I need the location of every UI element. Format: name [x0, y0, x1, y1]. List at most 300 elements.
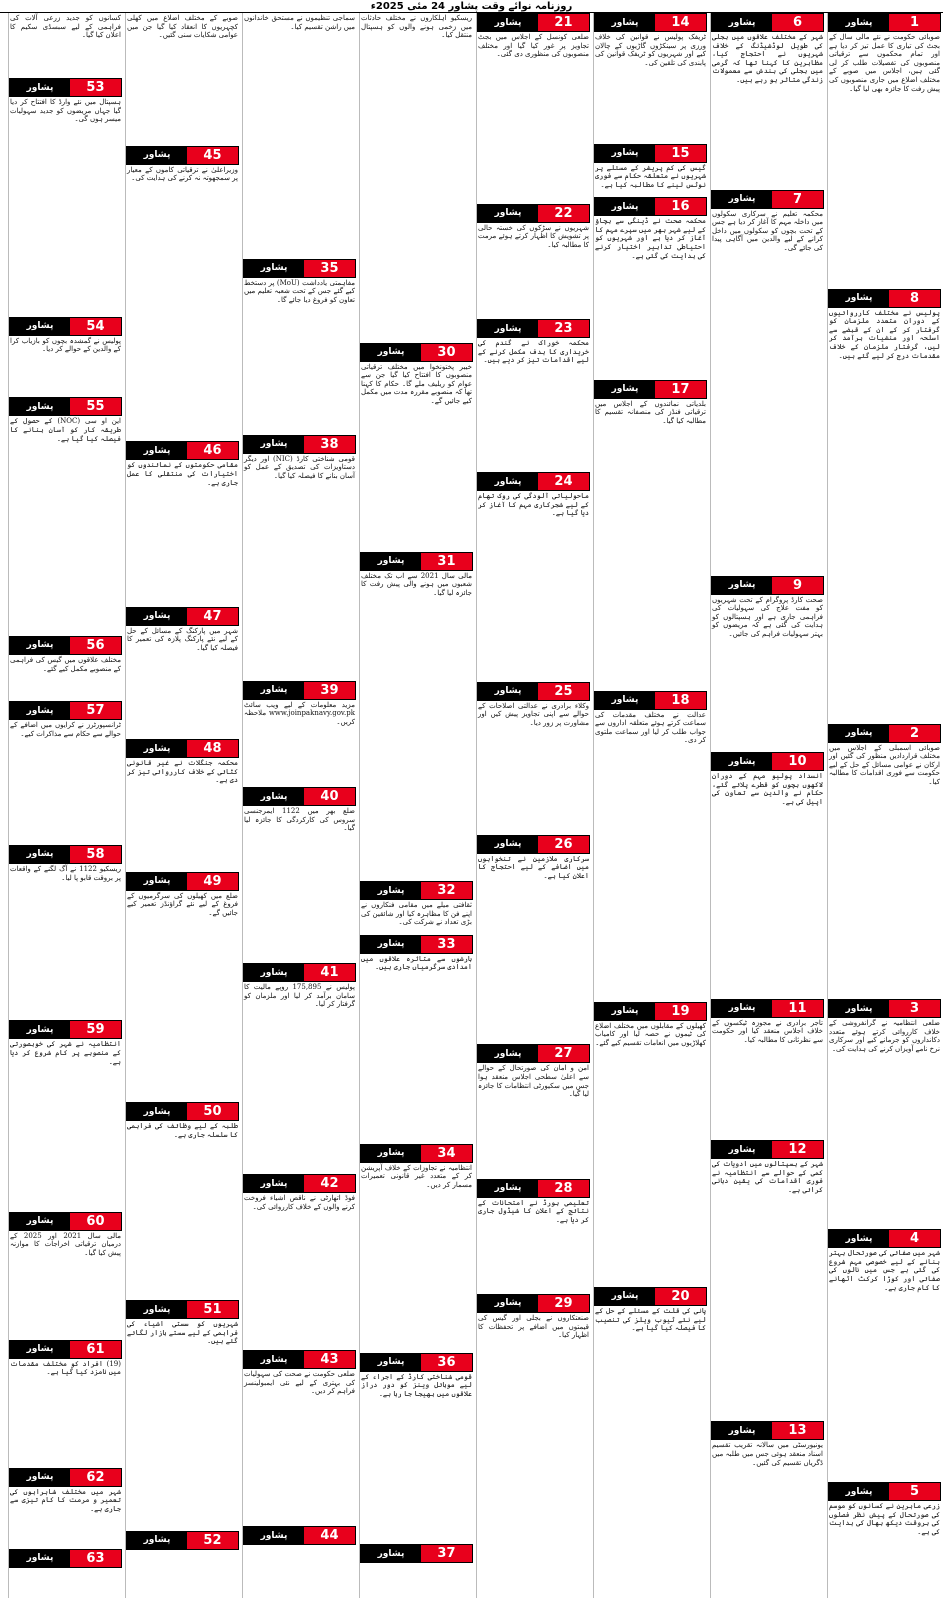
- news-item-31: [360, 343, 473, 550]
- story-text: بلدیاتی نمائندوں کے اجلاس میں ترقیاتی فنڈز کی منصفانہ تقسیم کا مطالبہ کیا گیا۔: [595, 399, 706, 425]
- section-label: پشاور: [712, 577, 772, 594]
- story-header: [828, 13, 941, 32]
- story-number: 19: [655, 1003, 706, 1020]
- section-label: پشاور: [10, 318, 70, 335]
- story-text: ماحولیاتی آلودگی کی روک تھام کے لیے شجرکاری مہم کا آغاز کر دیا گیا ہے۔: [478, 492, 589, 518]
- news-page: [2, 13, 941, 1598]
- story-text: وزیراعلیٰ نے ترقیاتی کاموں کے معیار پر سمجھوتہ نہ کرنے کی ہدایت کی۔: [127, 165, 238, 183]
- story-number: 35: [304, 260, 355, 277]
- story-header: [594, 197, 707, 216]
- news-item-25: [477, 682, 590, 833]
- story-header: [126, 739, 239, 758]
- section-label: پشاور: [829, 1000, 889, 1017]
- story-header: [9, 636, 122, 655]
- news-item-49: [126, 739, 239, 870]
- story-number: 57: [70, 702, 121, 719]
- story-text: شہر میں مختلف شاہراہوں کی تعمیر و مرمت کا کام تیزی سے جاری ہے۔: [10, 1487, 121, 1514]
- story-text: (19) افراد کو مختلف مقدمات میں نامزد کیا گیا ہے۔: [10, 1359, 121, 1377]
- news-item-7: [711, 190, 824, 574]
- story-header: [126, 1300, 239, 1319]
- story-text: قومی شناختی کارڈ (NIC) اور دیگر دستاویزات کی تصدیق کے عمل کو آسان بنانے کا فیصلہ کیا گیا۔: [244, 454, 355, 481]
- news-item-9: [711, 576, 824, 751]
- section-label: پشاور: [361, 553, 421, 570]
- section-label: پشاور: [478, 836, 538, 853]
- story-text: ضلع بھر میں 1122 ایمرجنسی سروس کی کارکردگی کا جائزہ لیا گیا۔: [244, 807, 356, 833]
- story-number: 2: [889, 725, 940, 742]
- story-text: خیبر پختونخوا میں مختلف ترقیاتی منصوبوں کا افتتاح کیا گیا جن سے عوام کو ریلیف ملے گا۔ حکام کا کہنا تھا کہ منصوبے مقررہ مدت میں مکمل کیے جائیں گے۔: [361, 362, 472, 405]
- news-item-52b: [126, 1531, 239, 1596]
- news-item-23: [477, 319, 590, 470]
- story-header: [243, 1526, 356, 1545]
- story-text: مقامی حکومتوں کے نمائندوں کو اختیارات کی منتقلی کا عمل جاری ہے۔: [127, 461, 238, 487]
- story-number: 14: [655, 14, 706, 31]
- section-label: پشاور: [478, 1180, 538, 1197]
- section-label: پشاور: [127, 608, 187, 625]
- story-header: [477, 1294, 590, 1313]
- section-label: پشاور: [595, 381, 655, 398]
- news-item-47: [126, 441, 239, 604]
- story-header: [126, 441, 239, 460]
- story-text: صوبے کے مختلف اضلاع میں کھلی کچہریوں کا انعقاد کیا گیا جن میں عوامی شکایات سنی گئیں۔: [127, 14, 238, 40]
- news-item-24: [477, 472, 590, 680]
- section-label: پشاور: [361, 1145, 421, 1162]
- story-text: ریسکیو اہلکاروں نے مختلف حادثات میں زخمی ہونے والوں کو ہسپتال منتقل کیا۔: [361, 14, 472, 40]
- story-text: ثقافتی میلے میں مقامی فنکاروں نے اپنے فن کا مظاہرہ کیا اور شائقین کی بڑی تعداد نے شرکت کی۔: [361, 901, 472, 927]
- news-item-57: [9, 701, 122, 843]
- story-text: تاجر برادری نے مجوزہ ٹیکسوں کے خلاف اجلاس منعقد کیا اور حکومت سے نظرثانی کا مطالبہ کیا۔: [712, 1018, 823, 1044]
- story-header: [711, 190, 824, 209]
- section-label: پشاور: [244, 788, 304, 805]
- section-label: پشاور: [478, 320, 538, 337]
- story-text: ہسپتال میں نئے وارڈ کا افتتاح کر دیا گیا جہاں مریضوں کو جدید سہولیات میسر ہوں گی۔: [10, 98, 121, 124]
- story-header: [126, 607, 239, 626]
- section-label: پشاور: [361, 882, 421, 899]
- column-6: [242, 13, 356, 1598]
- story-number: 36: [421, 1354, 472, 1371]
- story-header: [477, 682, 590, 701]
- news-item-15: [594, 144, 707, 196]
- section-label: پشاور: [127, 1103, 187, 1120]
- news-item-20: [594, 1287, 707, 1596]
- news-item-58: [9, 845, 122, 1018]
- news-item-19: [594, 1002, 707, 1285]
- section-label: پشاور: [10, 846, 70, 863]
- section-label: پشاور: [244, 1351, 304, 1368]
- column-4: [476, 13, 590, 1598]
- news-item-1: [828, 13, 941, 287]
- news-item-16: [594, 197, 707, 377]
- news-item-11: [711, 999, 824, 1139]
- story-number: 22: [538, 205, 589, 222]
- story-text: مالی سال 2021 سے اب تک مختلف شعبوں میں ہونے والی پیش رفت کا جائزہ لیا گیا۔: [361, 571, 473, 597]
- story-header: [477, 204, 590, 223]
- news-item-39: [243, 435, 356, 679]
- story-header: [243, 681, 356, 700]
- story-text: کسانوں کو جدید زرعی آلات کی فراہمی کے لیے سبسڈی سکیم کا اعلان کیا گیا۔: [10, 14, 121, 40]
- story-number: 18: [655, 692, 706, 709]
- section-label: پشاور: [244, 682, 304, 699]
- section-label: پشاور: [10, 79, 70, 96]
- section-label: پشاور: [829, 725, 889, 742]
- story-header: [126, 872, 239, 891]
- section-label: پشاور: [595, 1003, 655, 1020]
- story-number: 5: [889, 1483, 940, 1500]
- section-label: پشاور: [829, 1230, 889, 1247]
- section-label: پشاور: [10, 1469, 70, 1486]
- news-item-13: [711, 1421, 824, 1596]
- story-number: 7: [772, 191, 823, 208]
- story-number: 24: [538, 473, 589, 490]
- section-label: پشاور: [712, 753, 772, 770]
- section-label: پشاور: [127, 1301, 187, 1318]
- story-text: مالی سال 2021 اور 2025 کے درمیان ترقیاتی اخراجات کا موازنہ پیش کیا گیا۔: [10, 1231, 121, 1257]
- story-header: [126, 146, 239, 165]
- section-label: پشاور: [829, 1483, 889, 1500]
- news-item-26: [477, 835, 590, 1043]
- story-text: محکمہ خوراک نے گندم کی خریداری کا ہدف مکمل کرنے کے لیے اقدامات تیز کر دیے ہیں۔: [478, 339, 589, 365]
- story-header: [477, 472, 590, 491]
- story-number: 38: [304, 436, 355, 453]
- story-number: 9: [772, 577, 823, 594]
- section-label: پشاور: [478, 205, 538, 222]
- story-header: [360, 1144, 473, 1163]
- story-number: 49: [187, 873, 238, 890]
- news-item-44b: [243, 1526, 356, 1596]
- section-label: پشاور: [361, 936, 421, 953]
- story-header: [711, 576, 824, 595]
- story-text: محکمہ صحت نے ڈینگی سے بچاؤ کے لیے شہر بھر میں سپرے مہم کا آغاز کر دیا ہے اور شہریوں کو احتیاطی تدابیر اختیار کرنے کی ہدایت کی گئی ہے۔: [595, 217, 706, 260]
- section-label: پشاور: [361, 1354, 421, 1371]
- story-header: [594, 691, 707, 710]
- news-item-40: [243, 681, 356, 785]
- story-header: [243, 963, 356, 982]
- column-3: [593, 13, 707, 1598]
- news-item-22: [477, 204, 590, 317]
- section-label: پشاور: [712, 14, 772, 31]
- story-header: [126, 1531, 239, 1550]
- story-text: صوبائی اسمبلی کے اجلاس میں مختلف قراردادیں منظور کی گئیں اور ارکان نے عوامی مسائل کے حل کے لیے حکومت سے فوری اقدامات کا مطالبہ کیا۔: [829, 743, 940, 787]
- story-text: کھیلوں کے مقابلوں میں مختلف اضلاع کی ٹیموں نے حصہ لیا اور کامیاب کھلاڑیوں میں انعامات تقسیم کیے گئے۔: [595, 1021, 706, 1047]
- story-header: [711, 1140, 824, 1159]
- news-item-5: [828, 1482, 941, 1596]
- story-text: ٹریفک پولیس نے قوانین کی خلاف ورزی پر سینکڑوں گاڑیوں کے چالان کیے اور شہریوں کو ٹریفک قوانین کی پابندی کی تلقین کی۔: [595, 33, 706, 67]
- story-text: قومی شناختی کارڈ کے اجراء کے لیے موبائل وینز کو دور دراز علاقوں میں بھیجا جا رہا ہے۔: [361, 1372, 472, 1398]
- news-item-46: [126, 146, 239, 440]
- story-text: ضلعی انتظامیہ نے گرانفروشی کے خلاف کارروائی کرتے ہوئے متعدد دکانداروں کو جرمانے کیے اور سرکاری نرخ نامے آویزاں کرنے کی ہدایت کی۔: [829, 1019, 940, 1054]
- story-text: این او سی (NOC) کے حصول کے طریقہ کار کو آسان بنانے کا فیصلہ کیا گیا ہے۔: [10, 417, 122, 443]
- story-text: انتظامیہ نے شہر کی خوبصورتی کے منصوبے پر کام شروع کر دیا ہے۔: [10, 1040, 121, 1066]
- story-text: یونیورسٹی میں سالانہ تقریب تقسیم اسناد منعقد ہوئی جس میں طلبہ میں ڈگریاں تقسیم کی گئیں۔: [712, 1441, 823, 1467]
- story-header: [828, 1229, 941, 1248]
- story-header: [9, 78, 122, 97]
- story-header: [360, 935, 473, 954]
- story-header: [477, 319, 590, 338]
- news-item-14: [594, 13, 707, 142]
- story-header: [9, 1549, 122, 1568]
- story-number: 16: [655, 198, 706, 215]
- news-item-48: [126, 607, 239, 738]
- news-item-2: [828, 724, 941, 998]
- story-number: 45: [187, 147, 238, 164]
- story-text: گیس کی کم پریشر کے مسئلے پر شہریوں نے متعلقہ حکام سے فوری نوٹس لینے کا مطالبہ کیا ہے۔: [595, 163, 706, 189]
- story-header: [9, 1468, 122, 1487]
- story-text: شہر میں صفائی کی صورتحال بہتر بنانے کے لیے خصوصی مہم شروع کی گئی ہے جس میں نالوں کی صفائی اور کوڑا کرکٹ اٹھانے کا کام جاری ہے۔: [829, 1249, 940, 1292]
- story-text: شہریوں نے سڑکوں کی خستہ حالی پر تشویش کا اظہار کرتے ہوئے مرمت کا مطالبہ کیا۔: [478, 223, 589, 249]
- story-text: سرکاری ملازمین نے تنخواہوں میں اضافے کے لیے احتجاج کا اعلان کیا ہے۔: [478, 854, 589, 880]
- story-number: 32: [421, 882, 472, 899]
- story-header: [9, 701, 122, 720]
- section-label: پشاور: [829, 14, 889, 31]
- section-label: پشاور: [478, 1295, 538, 1312]
- column-2: [710, 13, 824, 1598]
- story-header: [360, 881, 473, 900]
- story-text: ضلعی حکومت نے صحت کی سہولیات کی بہتری کے لیے نئی ایمبولینسز فراہم کر دیں۔: [244, 1370, 355, 1396]
- story-number: 55: [70, 398, 121, 415]
- news-item-44: [243, 1350, 356, 1524]
- section-label: پشاور: [478, 473, 538, 490]
- story-text: ریسکیو 1122 نے آگ لگنے کے واقعات پر بروقت قابو پا لیا۔: [10, 864, 121, 882]
- story-number: 61: [70, 1341, 121, 1358]
- story-text: محکمہ جنگلات نے غیر قانونی کٹائی کے خلاف کارروائی تیز کر دی ہے۔: [127, 759, 238, 785]
- story-header: [594, 144, 707, 163]
- news-item-36: [360, 1353, 473, 1543]
- section-label: پشاور: [595, 145, 655, 162]
- section-label: پشاور: [127, 740, 187, 757]
- story-header: [243, 787, 356, 806]
- story-header: [594, 380, 707, 399]
- section-label: پشاور: [127, 147, 187, 164]
- section-label: پشاور: [595, 198, 655, 215]
- story-number: 20: [655, 1288, 706, 1305]
- story-text: فوڈ اتھارٹی نے ناقص اشیاء فروخت کرنے والوں کے خلاف کارروائی کی۔: [244, 1194, 355, 1211]
- story-number: 4: [889, 1230, 940, 1247]
- news-item-55: [9, 397, 122, 634]
- story-text: تعلیمی بورڈ نے امتحانات کے نتائج کے اعلان کا شیڈول جاری کر دیا ہے۔: [478, 1198, 589, 1224]
- story-header: [9, 397, 122, 416]
- story-number: 17: [655, 381, 706, 398]
- story-text: وکلاء برادری نے عدالتی اصلاحات کے حوالے سے اپنی تجاویز پیش کیں اور مشاورت پر زور دیا۔: [478, 701, 589, 727]
- news-item-32: [360, 552, 473, 880]
- news-item-53: [9, 78, 122, 315]
- story-text: صوبائی حکومت نے نئے مالی سال کے بجٹ کی تیاری کا عمل تیز کر دیا ہے اور تمام محکموں سے ترقیاتی منصوبوں کی تفصیلات طلب کر لی گئی ہیں، اجلاس میں صوبے کے مختلف اضلاع میں جاری منصوبوں کی پیش رفت کا جائزہ بھی لیا گیا۔: [829, 33, 940, 93]
- story-header: [594, 1002, 707, 1021]
- news-item-4: [828, 1229, 941, 1480]
- news-item-62: [9, 1468, 122, 1547]
- news-item-17: [594, 380, 707, 689]
- news-item-51: [126, 1102, 239, 1298]
- story-header: [828, 1482, 941, 1501]
- story-number: 23: [538, 320, 589, 337]
- news-item-54: [9, 317, 122, 396]
- news-item-37: [360, 1544, 473, 1596]
- story-number: 15: [655, 145, 706, 162]
- section-label: پشاور: [595, 692, 655, 709]
- story-text: ضلعی کونسل کے اجلاس میں بجٹ تجاویز پر غور کیا گیا اور مختلف منصوبوں کی منظوری دی گئی۔: [478, 33, 589, 59]
- section-label: پشاور: [712, 1141, 772, 1158]
- story-number: 51: [187, 1301, 238, 1318]
- news-item-30: [360, 13, 473, 341]
- story-text: طلبہ کے لیے وظائف کی فراہمی کا سلسلہ جاری ہے۔: [127, 1122, 238, 1139]
- story-number: 31: [421, 553, 472, 570]
- news-item-18: [594, 691, 707, 1000]
- section-label: پشاور: [127, 1532, 187, 1549]
- story-text: انتظامیہ نے تجاوزات کے خلاف آپریشن کر کے متعدد غیر قانونی تعمیرات مسمار کر دیں۔: [361, 1163, 472, 1189]
- story-text: محکمہ تعلیم نے سرکاری سکولوں میں داخلہ مہم کا آغاز کر دیا ہے جس کے تحت بچوں کو سکولوں میں داخل کرانے کے لیے والدین میں آگاہی پیدا کی جائے گی۔: [712, 209, 823, 252]
- story-number: 42: [304, 1175, 355, 1192]
- story-header: [711, 999, 824, 1018]
- news-item-63: [9, 1549, 122, 1596]
- story-header: [243, 1174, 356, 1193]
- story-header: [360, 1544, 473, 1563]
- news-item-52: [126, 1300, 239, 1529]
- story-number: 28: [538, 1180, 589, 1197]
- section-label: پشاور: [478, 683, 538, 700]
- story-header: [243, 435, 356, 454]
- story-header: [243, 1350, 356, 1369]
- story-text: پولیس نے مختلف کارروائیوں کے دوران متعدد ملزمان کو گرفتار کر کے ان کے قبضے سے اسلحہ اور منشیات برآمد کر لیں، گرفتار ملزمان کے خلاف مقدمات درج کر لیے گئے ہیں۔: [829, 308, 940, 360]
- story-header: [594, 1287, 707, 1306]
- story-number: 3: [889, 1000, 940, 1017]
- story-header: [477, 13, 590, 32]
- story-header: [711, 752, 824, 771]
- story-number: 41: [304, 964, 355, 981]
- story-text: شہریوں کو سستی اشیاء کی فراہمی کے لیے سستے بازار لگائے گئے ہیں۔: [127, 1320, 238, 1346]
- news-item-38: [243, 13, 356, 257]
- story-number: 43: [304, 1351, 355, 1368]
- section-label: پشاور: [10, 702, 70, 719]
- story-text: بارشوں سے متاثرہ علاقوں میں امدادی سرگرمیاں جاری ہیں۔: [361, 954, 472, 972]
- story-number: 33: [421, 936, 472, 953]
- section-label: پشاور: [244, 964, 304, 981]
- story-text: سماجی تنظیموں نے مستحق خاندانوں میں راشن تقسیم کیا۔: [244, 14, 355, 31]
- story-number: 46: [187, 442, 238, 459]
- story-header: [711, 13, 824, 32]
- story-header: [828, 999, 941, 1018]
- section-label: پشاور: [10, 637, 70, 654]
- story-text: ٹرانسپورٹرز نے کرایوں میں اضافے کے حوالے سے حکام سے مذاکرات کیے۔: [10, 721, 121, 738]
- story-number: 29: [538, 1295, 589, 1312]
- story-number: 56: [70, 637, 121, 654]
- story-header: [126, 1102, 239, 1121]
- story-header: [9, 1212, 122, 1231]
- story-header: [828, 724, 941, 743]
- story-number: 62: [70, 1469, 121, 1486]
- news-item-21: [477, 13, 590, 202]
- story-text: صحت کارڈ پروگرام کے تحت شہریوں کو مفت علاج کی سہولیات کی فراہمی جاری ہے اور ہسپتالوں کو ہدایت کی گئی ہے کہ مریضوں کو بہتر سہولیات فراہم کی جائیں۔: [712, 595, 823, 638]
- story-header: [9, 317, 122, 336]
- story-number: 63: [70, 1550, 121, 1567]
- story-number: 34: [421, 1145, 472, 1162]
- story-number: 11: [772, 1000, 823, 1017]
- news-item-34: [360, 935, 473, 1142]
- story-number: 8: [889, 290, 940, 307]
- news-item-35: [360, 1144, 473, 1351]
- section-label: پشاور: [10, 1550, 70, 1567]
- story-header: [477, 1044, 590, 1063]
- section-label: پشاور: [127, 442, 187, 459]
- story-text: انسداد پولیو مہم کے دوران لاکھوں بچوں کو قطرے پلائے گئے، حکام نے والدین سے تعاون کی اپیل کی ہے۔: [712, 772, 823, 806]
- story-text: صنعتکاروں نے بجلی اور گیس کی قیمتوں میں اضافے پر تحفظات کا اظہار کیا۔: [478, 1313, 589, 1340]
- story-header: [594, 13, 707, 32]
- news-item-6: [711, 13, 824, 188]
- story-number: 44: [304, 1527, 355, 1544]
- section-label: پشاور: [127, 873, 187, 890]
- news-item-45: [126, 13, 239, 144]
- story-number: 50: [187, 1103, 238, 1120]
- section-label: پشاور: [595, 1288, 655, 1305]
- story-number: 12: [772, 1141, 823, 1158]
- news-item-28: [477, 1179, 590, 1292]
- story-number: 21: [538, 14, 589, 31]
- section-label: پشاور: [478, 1045, 538, 1062]
- news-item-29: [477, 1294, 590, 1596]
- masthead: [0, 0, 943, 13]
- section-label: پشاور: [10, 398, 70, 415]
- story-number: 48: [187, 740, 238, 757]
- story-number: 60: [70, 1213, 121, 1230]
- story-number: 30: [421, 344, 472, 361]
- section-label: پشاور: [712, 1000, 772, 1017]
- news-item-27: [477, 1044, 590, 1176]
- section-label: پشاور: [10, 1021, 70, 1038]
- news-item-42: [243, 963, 356, 1172]
- story-number: 27: [538, 1045, 589, 1062]
- section-label: پشاور: [712, 1422, 772, 1439]
- section-label: پشاور: [244, 260, 304, 277]
- story-header: [828, 289, 941, 308]
- story-header: [711, 1421, 824, 1440]
- story-header: [360, 552, 473, 571]
- story-number: 37: [421, 1545, 472, 1562]
- section-label: پشاور: [595, 14, 655, 31]
- story-text: پولیس نے 175,895 روپے مالیت کا سامان برآمد کر لیا اور ملزمان کو گرفتار کر لیا۔: [244, 983, 355, 1009]
- masthead-title: روزنامہ نوائے وقت پشاور 24 مئی 2025ء: [370, 0, 573, 12]
- story-text: امن و امان کی صورتحال کے حوالے سے اعلیٰ سطحی اجلاس منعقد ہوا جس میں سکیورٹی انتظامات کا جائزہ لیا گیا۔: [478, 1064, 589, 1099]
- story-number: 58: [70, 846, 121, 863]
- story-text: زرعی ماہرین نے کسانوں کو موسم کی صورتحال کے پیش نظر فصلوں کی بروقت دیکھ بھال کی ہدایت کی ہے۔: [829, 1502, 940, 1536]
- news-item-60: [9, 1212, 122, 1338]
- news-item-10: [711, 752, 824, 996]
- section-label: پشاور: [361, 344, 421, 361]
- section-label: پشاور: [244, 1527, 304, 1544]
- story-header: [9, 845, 122, 864]
- story-number: 10: [772, 753, 823, 770]
- story-number: 6: [772, 14, 823, 31]
- story-header: [9, 1020, 122, 1039]
- story-number: 26: [538, 836, 589, 853]
- news-item-50: [126, 872, 239, 1101]
- story-header: [243, 259, 356, 278]
- news-item-8: [828, 289, 941, 722]
- story-number: 1: [889, 14, 940, 31]
- story-number: 59: [70, 1021, 121, 1038]
- story-text: مزید معلومات کے لیے ویب سائٹ www.joinpaknavy.gov.pk ملاحظہ کریں۔: [244, 700, 355, 726]
- story-text: شہر کے ہسپتالوں میں ادویات کی کمی کے حوالے سے انتظامیہ نے فوری اقدامات کی یقین دہانی کرائی ہے۔: [712, 1160, 823, 1194]
- section-label: پشاور: [829, 290, 889, 307]
- story-number: 53: [70, 79, 121, 96]
- story-header: [477, 1179, 590, 1198]
- story-header: [360, 1353, 473, 1372]
- column-7: [125, 13, 239, 1598]
- column-5: [359, 13, 473, 1598]
- section-label: پشاور: [244, 436, 304, 453]
- news-item-lead: [9, 13, 122, 76]
- news-item-33: [360, 881, 473, 933]
- story-header: [360, 343, 473, 362]
- news-item-61: [9, 1340, 122, 1466]
- news-item-41: [243, 787, 356, 961]
- story-text: پانی کی قلت کے مسئلے کے حل کے لیے نئے ٹیوب ویلز کی تنصیب کا فیصلہ کیا گیا ہے۔: [595, 1306, 706, 1333]
